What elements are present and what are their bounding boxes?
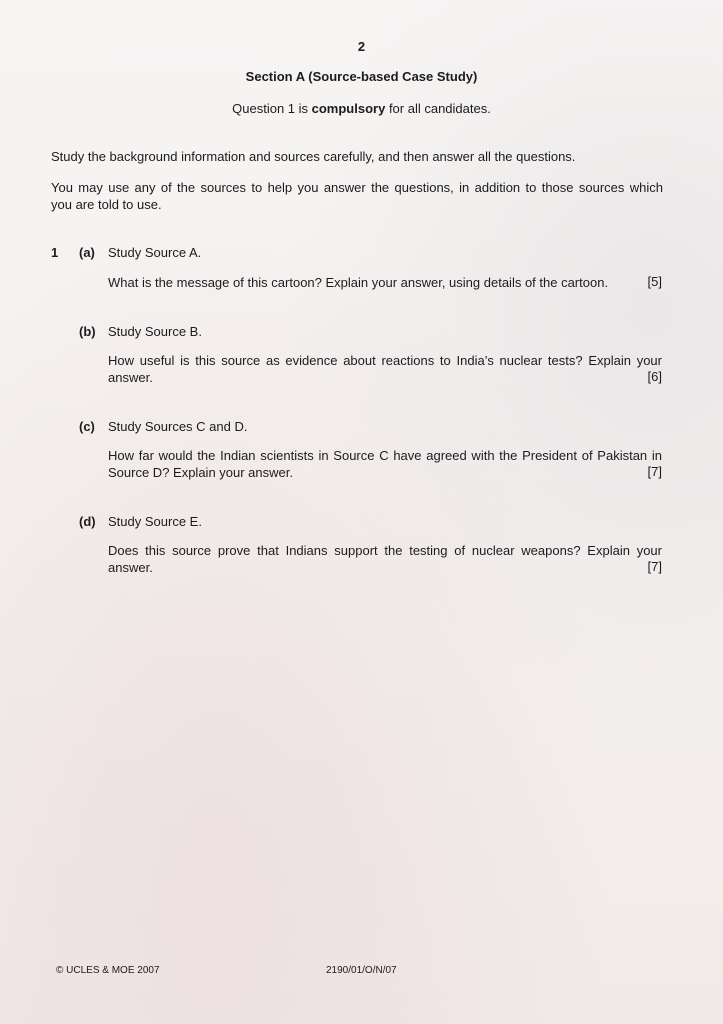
question-number: 1	[51, 245, 59, 260]
part-c-label: (c)	[79, 419, 95, 434]
section-title: Section A (Source-based Case Study)	[245, 69, 478, 84]
part-c-question	[108, 447, 662, 481]
part-d-text-line1: Does this source prove that Indians support the testing of nuclear weapons? Explain your	[108, 543, 662, 558]
part-a-label: (a)	[79, 245, 95, 260]
instruction-paragraph-1: Study the background information and sources carefully, and then answer all the questions.	[51, 149, 576, 164]
instruction-paragraph-2	[51, 179, 663, 213]
part-d-question	[108, 542, 662, 576]
part-a-question	[108, 274, 662, 291]
part-b-mark: [6]	[647, 369, 662, 384]
part-d-mark: [7]	[647, 559, 662, 574]
part-c-instruction: Study Sources C and D.	[108, 419, 248, 434]
part-b-label: (b)	[79, 324, 96, 339]
part-b-text-line1: How useful is this source as evidence about reactions to India’s nuclear tests? Explain your	[108, 353, 662, 368]
footer-paper-code: 2190/01/O/N/07	[326, 965, 397, 976]
part-b-question	[108, 352, 662, 386]
part-c-mark: [7]	[647, 464, 662, 479]
part-d-instruction: Study Source E.	[108, 514, 202, 529]
footer-copyright: © UCLES & MOE 2007	[56, 965, 160, 976]
part-a-text: What is the message of this cartoon? Explain your answer, using details of the cartoon.	[108, 275, 609, 290]
part-c-text-line2: Source D? Explain your answer.	[108, 465, 293, 480]
part-d-text-line2: answer.	[108, 560, 153, 575]
part-c-text-line1: How far would the Indian scientists in Source C have agreed with the President of Pakistan in	[108, 448, 662, 463]
compulsory-bold: compulsory	[311, 101, 386, 116]
part-a-mark: [5]	[647, 274, 662, 289]
compulsory-instruction	[0, 101, 723, 116]
part-d-label: (d)	[79, 514, 96, 529]
compulsory-suffix: for all candidates.	[385, 101, 491, 116]
part-b-text-line2: answer.	[108, 370, 153, 385]
compulsory-prefix: Question 1 is	[232, 101, 312, 116]
instruction-paragraph-2-line2: you are told to use.	[51, 197, 162, 212]
part-b-instruction: Study Source B.	[108, 324, 202, 339]
page-number: 2	[357, 39, 366, 54]
instruction-paragraph-2-line1: You may use any of the sources to help you answer the questions, in addition to those sources which	[51, 180, 663, 195]
part-a-instruction: Study Source A.	[108, 245, 202, 260]
